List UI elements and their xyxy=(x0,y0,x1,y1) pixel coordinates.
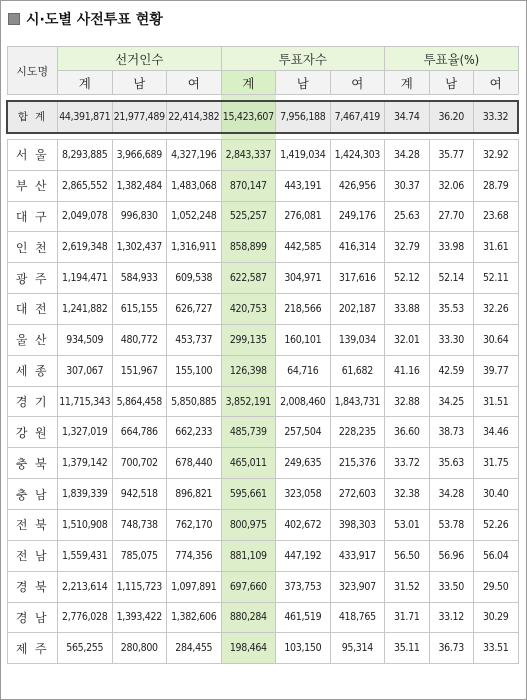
early-voting-table xyxy=(6,46,519,664)
region-name: 대 전 xyxy=(7,294,57,325)
table-cell: 748,738 xyxy=(112,509,167,540)
header-sub: 계 xyxy=(385,71,429,95)
table-cell: 56.50 xyxy=(385,540,429,571)
table-row xyxy=(7,479,518,510)
header-sub: 계 xyxy=(221,71,276,95)
table-cell: 52.14 xyxy=(429,263,473,294)
table-row xyxy=(7,355,518,386)
header-sub: 남 xyxy=(112,71,167,95)
table-cell: 4,327,196 xyxy=(167,139,222,170)
header-group-electors: 선거인수 xyxy=(57,47,221,71)
table-cell: 30.40 xyxy=(473,479,518,510)
table-cell: 418,765 xyxy=(330,602,385,633)
table-cell: 307,067 xyxy=(57,355,112,386)
header-region: 시도명 xyxy=(7,47,57,95)
table-cell: 447,192 xyxy=(276,540,331,571)
region-name: 세 종 xyxy=(7,355,57,386)
table-cell: 785,075 xyxy=(112,540,167,571)
table-cell: 2,213,614 xyxy=(57,571,112,602)
table-cell: 881,109 xyxy=(221,540,276,571)
table-cell: 151,967 xyxy=(112,355,167,386)
table-row xyxy=(7,232,518,263)
table-cell: 996,830 xyxy=(112,201,167,232)
table-cell: 304,971 xyxy=(276,263,331,294)
table-cell: 35.77 xyxy=(429,139,473,170)
header-sub: 남 xyxy=(429,71,473,95)
table-cell: 525,257 xyxy=(221,201,276,232)
table-cell: 609,538 xyxy=(167,263,222,294)
table-cell: 697,660 xyxy=(221,571,276,602)
table-cell: 934,509 xyxy=(57,324,112,355)
table-cell: 485,739 xyxy=(221,417,276,448)
table-cell: 1,424,303 xyxy=(330,139,385,170)
region-name: 전 남 xyxy=(7,540,57,571)
table-cell: 1,510,908 xyxy=(57,509,112,540)
table-cell: 33.98 xyxy=(429,232,473,263)
region-name: 강 원 xyxy=(7,417,57,448)
table-cell: 2,619,348 xyxy=(57,232,112,263)
table-cell: 584,933 xyxy=(112,263,167,294)
table-cell: 442,585 xyxy=(276,232,331,263)
table-cell: 34.28 xyxy=(385,139,429,170)
table-row xyxy=(7,139,518,170)
table-cell: 215,376 xyxy=(330,448,385,479)
table-cell: 1,302,437 xyxy=(112,232,167,263)
table-row xyxy=(7,417,518,448)
table-cell: 36.60 xyxy=(385,417,429,448)
table-cell: 1,559,431 xyxy=(57,540,112,571)
table-cell: 52.11 xyxy=(473,263,518,294)
total-cell: 15,423,607 xyxy=(221,101,276,133)
table-cell: 1,097,891 xyxy=(167,571,222,602)
table-cell: 880,284 xyxy=(221,602,276,633)
table-cell: 2,776,028 xyxy=(57,602,112,633)
table-row xyxy=(7,324,518,355)
table-cell: 126,398 xyxy=(221,355,276,386)
region-name: 전 북 xyxy=(7,509,57,540)
table-cell: 280,800 xyxy=(112,633,167,664)
header-sub: 여 xyxy=(473,71,518,95)
total-cell: 21,977,489 xyxy=(112,101,167,133)
table-cell: 103,150 xyxy=(276,633,331,664)
table-cell: 662,233 xyxy=(167,417,222,448)
region-name: 제 주 xyxy=(7,633,57,664)
table-cell: 25.63 xyxy=(385,201,429,232)
table-cell: 565,255 xyxy=(57,633,112,664)
header-sub: 여 xyxy=(167,71,222,95)
table-cell: 5,850,885 xyxy=(167,386,222,417)
region-name: 부 산 xyxy=(7,170,57,201)
region-name: 충 남 xyxy=(7,479,57,510)
total-cell: 36.20 xyxy=(429,101,473,133)
table-cell: 11,715,343 xyxy=(57,386,112,417)
table-cell: 615,155 xyxy=(112,294,167,325)
table-cell: 32.88 xyxy=(385,386,429,417)
table-row xyxy=(7,386,518,417)
table-row xyxy=(7,540,518,571)
table-cell: 664,786 xyxy=(112,417,167,448)
table-cell: 2,843,337 xyxy=(221,139,276,170)
table-cell: 1,194,471 xyxy=(57,263,112,294)
table-cell: 1,382,484 xyxy=(112,170,167,201)
table-cell: 31.51 xyxy=(473,386,518,417)
region-name: 광 주 xyxy=(7,263,57,294)
table-cell: 272,603 xyxy=(330,479,385,510)
table-cell: 461,519 xyxy=(276,602,331,633)
table-cell: 198,464 xyxy=(221,633,276,664)
table-row xyxy=(7,633,518,664)
table-cell: 30.29 xyxy=(473,602,518,633)
table-cell: 2,008,460 xyxy=(276,386,331,417)
header-group-voters: 투표자수 xyxy=(221,47,385,71)
table-cell: 1,327,019 xyxy=(57,417,112,448)
total-cell: 33.32 xyxy=(473,101,518,133)
table-cell: 53.78 xyxy=(429,509,473,540)
table-cell: 1,052,248 xyxy=(167,201,222,232)
table-cell: 398,303 xyxy=(330,509,385,540)
table-cell: 31.61 xyxy=(473,232,518,263)
table-cell: 31.75 xyxy=(473,448,518,479)
table-cell: 373,753 xyxy=(276,571,331,602)
table-cell: 762,170 xyxy=(167,509,222,540)
region-name: 경 남 xyxy=(7,602,57,633)
header-row-groups xyxy=(7,47,518,71)
table-cell: 218,566 xyxy=(276,294,331,325)
region-name: 경 북 xyxy=(7,571,57,602)
table-cell: 1,379,142 xyxy=(57,448,112,479)
table-cell: 34.25 xyxy=(429,386,473,417)
table-row xyxy=(7,602,518,633)
table-cell: 426,956 xyxy=(330,170,385,201)
table-cell: 61,682 xyxy=(330,355,385,386)
page-title-block xyxy=(8,8,163,30)
table-cell: 32.01 xyxy=(385,324,429,355)
table-cell: 323,907 xyxy=(330,571,385,602)
table-cell: 626,727 xyxy=(167,294,222,325)
table-cell: 3,852,191 xyxy=(221,386,276,417)
table-cell: 5,864,458 xyxy=(112,386,167,417)
table-cell: 1,241,882 xyxy=(57,294,112,325)
table-cell: 35.11 xyxy=(385,633,429,664)
region-name: 대 구 xyxy=(7,201,57,232)
table-row xyxy=(7,571,518,602)
total-cell: 44,391,871 xyxy=(57,101,112,133)
table-cell: 34.46 xyxy=(473,417,518,448)
table-cell: 29.50 xyxy=(473,571,518,602)
table-cell: 453,737 xyxy=(167,324,222,355)
table-cell: 160,101 xyxy=(276,324,331,355)
region-name: 서 울 xyxy=(7,139,57,170)
table-cell: 317,616 xyxy=(330,263,385,294)
table-cell: 36.73 xyxy=(429,633,473,664)
table-cell: 139,034 xyxy=(330,324,385,355)
table-cell: 52.26 xyxy=(473,509,518,540)
table-cell: 155,100 xyxy=(167,355,222,386)
total-cell: 7,956,188 xyxy=(276,101,331,133)
table-cell: 420,753 xyxy=(221,294,276,325)
table-row xyxy=(7,448,518,479)
total-cell: 34.74 xyxy=(385,101,429,133)
table-cell: 257,504 xyxy=(276,417,331,448)
table-cell: 1,483,068 xyxy=(167,170,222,201)
table-cell: 32.92 xyxy=(473,139,518,170)
header-group-turnout: 투표율(%) xyxy=(385,47,518,71)
table-cell: 42.59 xyxy=(429,355,473,386)
table-cell: 870,147 xyxy=(221,170,276,201)
table-cell: 31.71 xyxy=(385,602,429,633)
table-cell: 30.64 xyxy=(473,324,518,355)
table-row xyxy=(7,201,518,232)
table-cell: 678,440 xyxy=(167,448,222,479)
table-cell: 480,772 xyxy=(112,324,167,355)
table-cell: 1,419,034 xyxy=(276,139,331,170)
table-cell: 433,917 xyxy=(330,540,385,571)
table-cell: 33.12 xyxy=(429,602,473,633)
table-cell: 27.70 xyxy=(429,201,473,232)
table-row xyxy=(7,294,518,325)
table-body xyxy=(7,95,518,664)
table-cell: 1,382,606 xyxy=(167,602,222,633)
table-cell: 284,455 xyxy=(167,633,222,664)
table-cell: 276,081 xyxy=(276,201,331,232)
table-cell: 622,587 xyxy=(221,263,276,294)
region-name: 울 산 xyxy=(7,324,57,355)
page-title: 시·도별 사전투표 현황 xyxy=(26,12,163,28)
table-cell: 31.52 xyxy=(385,571,429,602)
table-cell: 700,702 xyxy=(112,448,167,479)
table-cell: 34.28 xyxy=(429,479,473,510)
table-cell: 33.72 xyxy=(385,448,429,479)
table-cell: 2,865,552 xyxy=(57,170,112,201)
table-cell: 942,518 xyxy=(112,479,167,510)
region-name: 인 천 xyxy=(7,232,57,263)
table-cell: 64,716 xyxy=(276,355,331,386)
header-sub: 남 xyxy=(276,71,331,95)
table-cell: 416,314 xyxy=(330,232,385,263)
table-cell: 1,115,723 xyxy=(112,571,167,602)
table-cell: 28.79 xyxy=(473,170,518,201)
table-cell: 32.79 xyxy=(385,232,429,263)
table-cell: 595,661 xyxy=(221,479,276,510)
table-cell: 299,135 xyxy=(221,324,276,355)
table-cell: 35.63 xyxy=(429,448,473,479)
header-sub: 계 xyxy=(57,71,112,95)
table-cell: 249,176 xyxy=(330,201,385,232)
table-row xyxy=(7,509,518,540)
table-cell: 2,049,078 xyxy=(57,201,112,232)
table-cell: 53.01 xyxy=(385,509,429,540)
table-cell: 202,187 xyxy=(330,294,385,325)
total-row xyxy=(7,101,518,133)
table-cell: 402,672 xyxy=(276,509,331,540)
table-cell: 800,975 xyxy=(221,509,276,540)
table-cell: 38.73 xyxy=(429,417,473,448)
header-sub: 여 xyxy=(330,71,385,95)
table-cell: 23.68 xyxy=(473,201,518,232)
table-cell: 52.12 xyxy=(385,263,429,294)
table-cell: 249,635 xyxy=(276,448,331,479)
table-cell: 228,235 xyxy=(330,417,385,448)
table-cell: 39.77 xyxy=(473,355,518,386)
table-cell: 3,966,689 xyxy=(112,139,167,170)
table-cell: 1,843,731 xyxy=(330,386,385,417)
table-cell: 56.04 xyxy=(473,540,518,571)
table-cell: 33.30 xyxy=(429,324,473,355)
total-cell: 22,414,382 xyxy=(167,101,222,133)
table-cell: 1,316,911 xyxy=(167,232,222,263)
table-cell: 33.88 xyxy=(385,294,429,325)
table-cell: 32.38 xyxy=(385,479,429,510)
table-cell: 33.51 xyxy=(473,633,518,664)
table-cell: 465,011 xyxy=(221,448,276,479)
bullet-square-icon xyxy=(8,13,20,25)
region-name: 충 북 xyxy=(7,448,57,479)
total-cell: 7,467,419 xyxy=(330,101,385,133)
total-label: 합 계 xyxy=(7,101,57,133)
table-cell: 896,821 xyxy=(167,479,222,510)
table-cell: 858,899 xyxy=(221,232,276,263)
region-name: 경 기 xyxy=(7,386,57,417)
table-cell: 32.06 xyxy=(429,170,473,201)
table-cell: 8,293,885 xyxy=(57,139,112,170)
table-cell: 774,356 xyxy=(167,540,222,571)
table-cell: 95,314 xyxy=(330,633,385,664)
table-row xyxy=(7,263,518,294)
table-row xyxy=(7,170,518,201)
table-cell: 35.53 xyxy=(429,294,473,325)
table-cell: 1,839,339 xyxy=(57,479,112,510)
table-cell: 30.37 xyxy=(385,170,429,201)
table-cell: 323,058 xyxy=(276,479,331,510)
header-row-sub xyxy=(7,71,518,95)
table-cell: 1,393,422 xyxy=(112,602,167,633)
table-cell: 32.26 xyxy=(473,294,518,325)
table-cell: 56.96 xyxy=(429,540,473,571)
table-cell: 33.50 xyxy=(429,571,473,602)
table-cell: 41.16 xyxy=(385,355,429,386)
table-cell: 443,191 xyxy=(276,170,331,201)
